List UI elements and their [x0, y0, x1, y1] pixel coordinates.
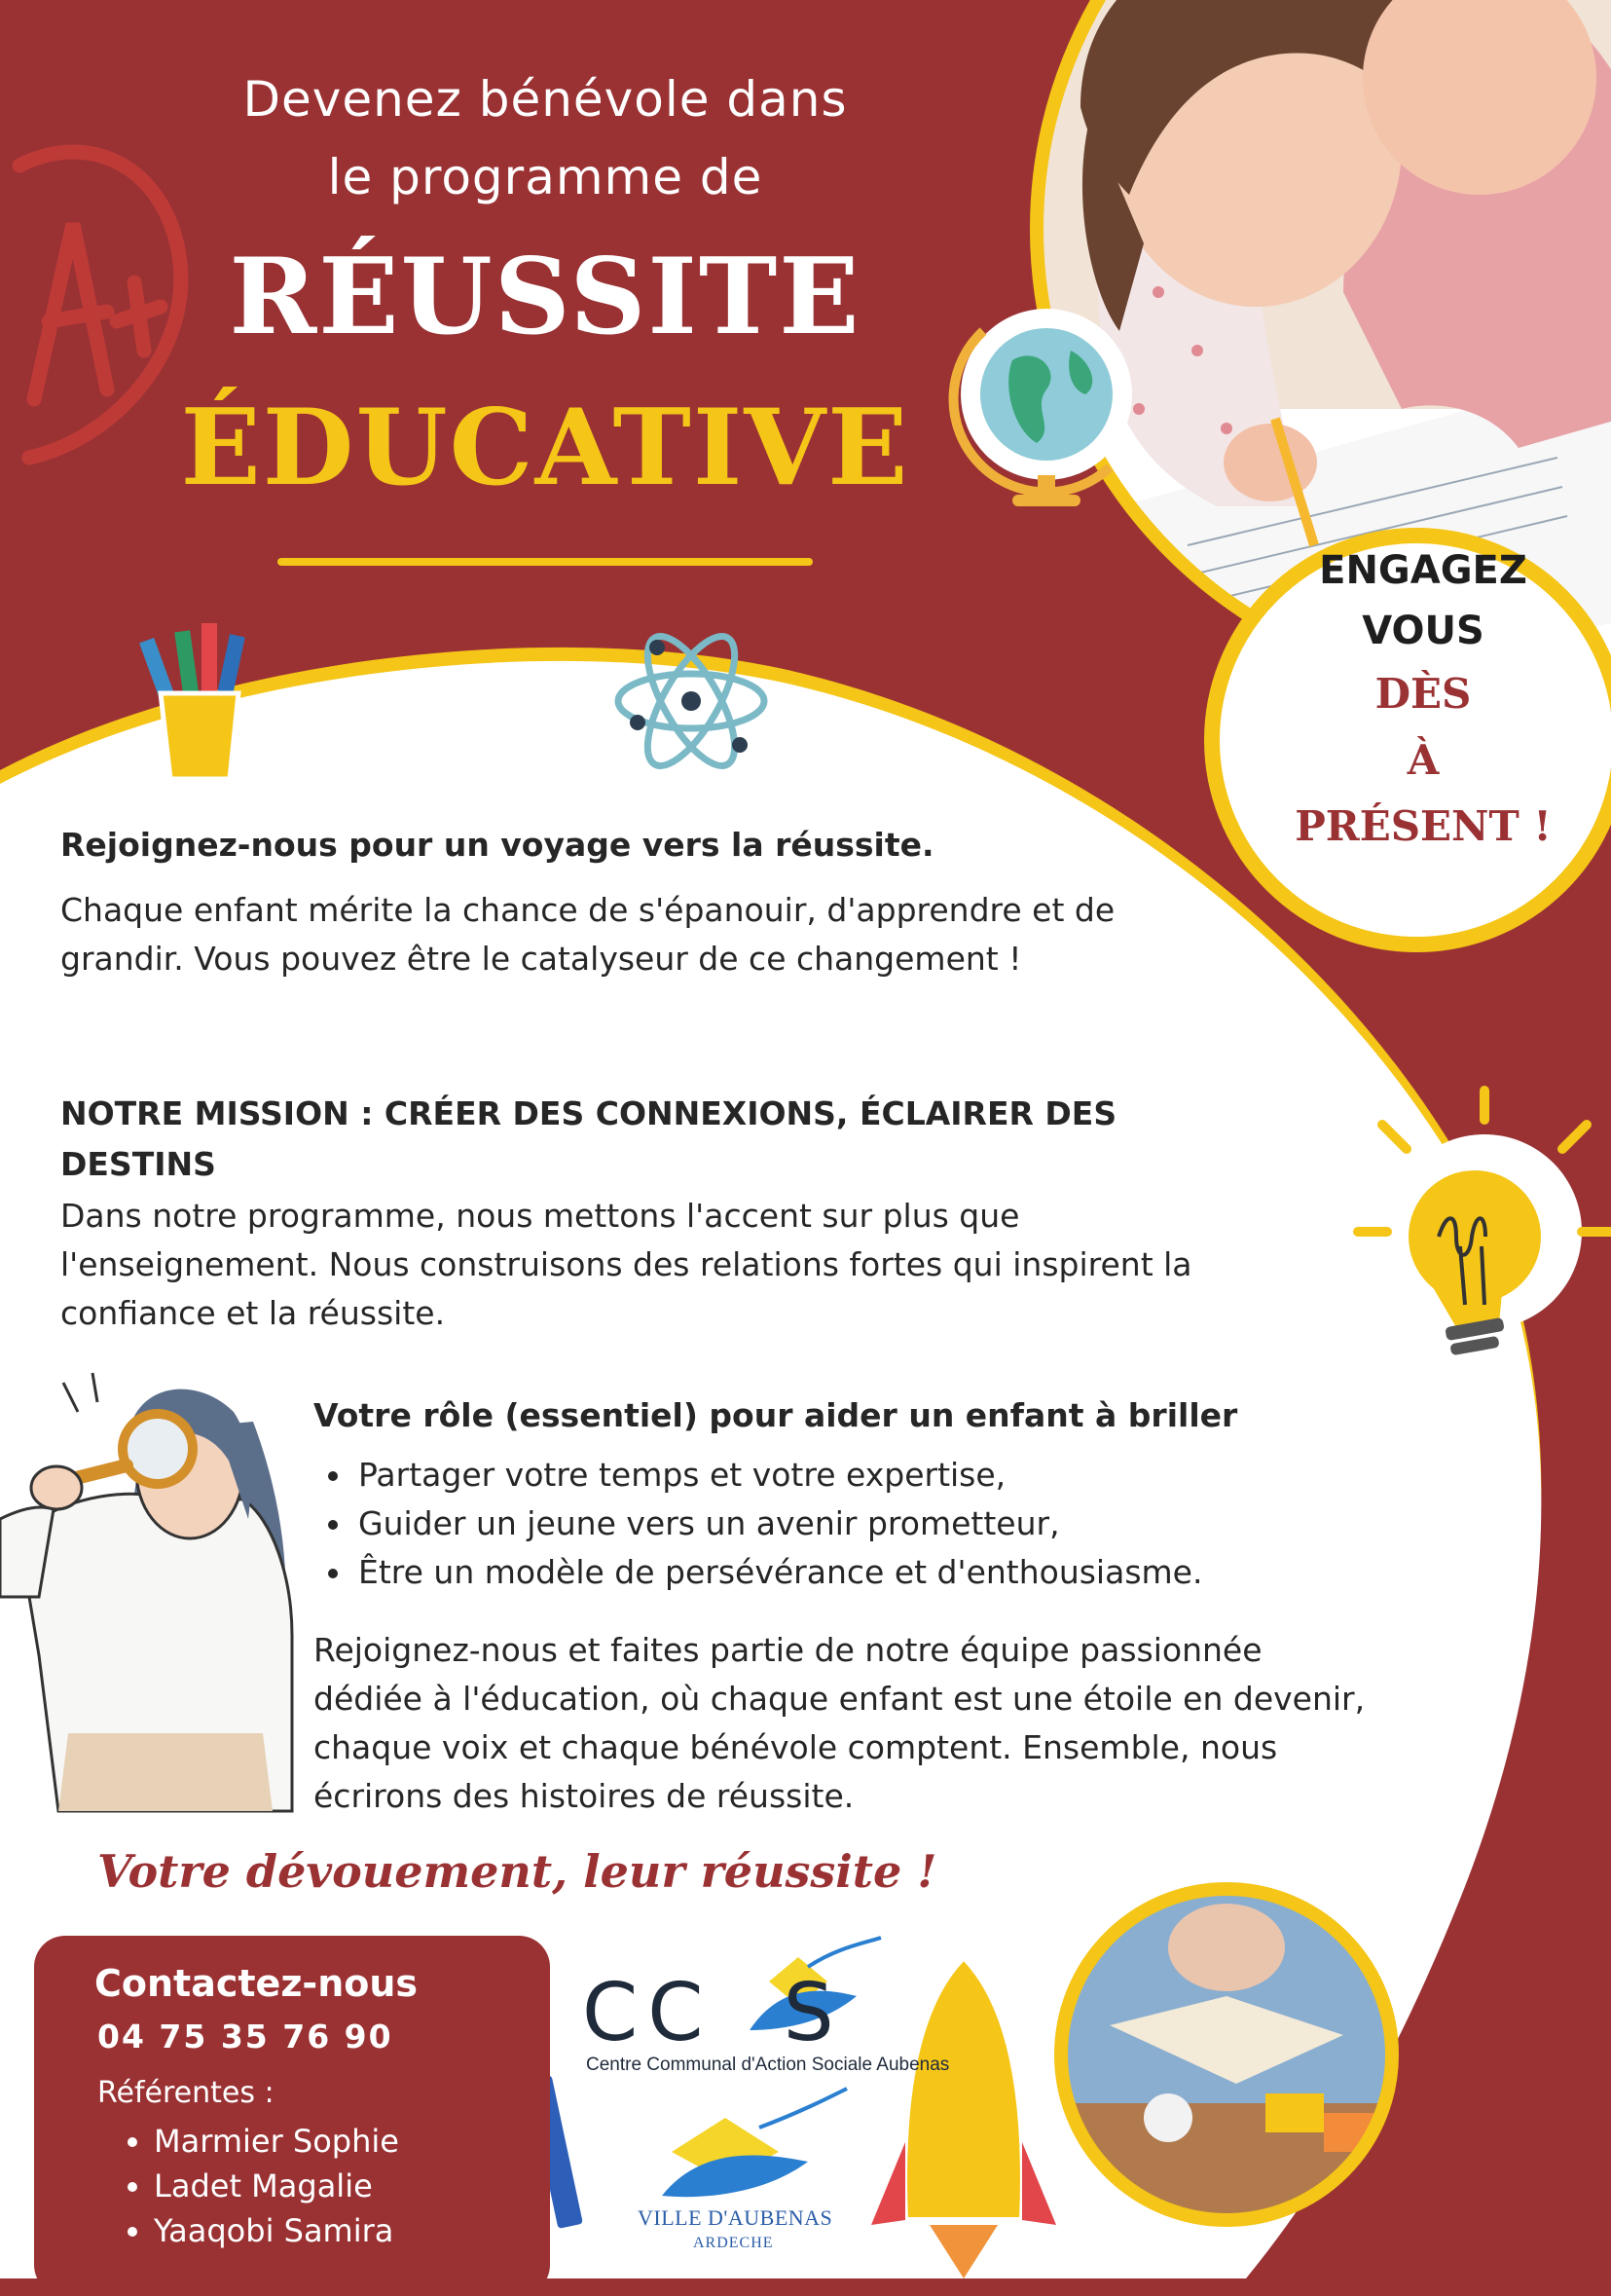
title-main: RÉUSSITE [229, 236, 861, 358]
contact-phone[interactable]: 04 75 35 76 90 [97, 2018, 393, 2055]
referent-item: • Marmier Sophie [154, 2119, 399, 2164]
header-intro-line2: le programme de [327, 149, 763, 205]
globe-icon [954, 309, 1132, 506]
role-section [313, 1390, 1384, 1821]
referent-item: • Ladet Magalie [154, 2164, 399, 2208]
a-plus-grade-icon [19, 152, 181, 458]
intro-text: Chaque enfant mérite la chance de s'épanouir, d'apprendre et de grandir. Vous pouvez être le catalyseur de ce changement ! [60, 891, 1116, 978]
badge-line5: PRÉSENT ! [1295, 802, 1552, 850]
header-intro [175, 60, 915, 216]
mission-heading: NOTRE MISSION : CRÉER DES CONNEXIONS, ÉCLAIRER DES DESTINS [60, 1094, 1117, 1183]
intro-heading: Rejoignez-nous pour un voyage vers la réussite. [60, 826, 934, 864]
badge-line3: DÈS [1374, 670, 1472, 718]
title-sub: ÉDUCATIVE [180, 387, 910, 509]
badge-line2: VOUS [1362, 609, 1484, 653]
role-item: • Guider un jeune vers un avenir prometteur, [354, 1500, 1384, 1548]
ville-logo-region: ARDECHE [693, 2235, 774, 2251]
mission-text: Dans notre programme, nous mettons l'accent sur plus que l'enseignement. Nous construisons des relations fortes qui inspirent la confiance et la réussite. [60, 1197, 1192, 1332]
role-item: • Être un modèle de persévérance et d'enthousiasme. [354, 1548, 1384, 1597]
contact-title: Contactez-nous [94, 1962, 419, 2005]
badge-line1: ENGAGEZ [1319, 548, 1527, 593]
ccas-logo-name: Centre Communal d'Action Sociale Aubenas [586, 2055, 950, 2075]
intro-section [60, 820, 1141, 983]
badge-line4: À [1407, 736, 1440, 784]
referents-label: Référentes : [97, 2076, 275, 2110]
role-closing: Rejoignez-nous et faites partie de notre équipe passionnée dédiée à l'éducation, où chaque enfant est une étoile en devenir, chaque voix et chaque bénévole comptent. Ensemble, nous écrirons des histoires de réussite. [313, 1631, 1366, 1815]
role-heading: Votre rôle (essentiel) pour aider un enfant à briller [313, 1396, 1238, 1434]
ville-logo-name: VILLE D'AUBENAS [638, 2205, 833, 2230]
referent-item: • Yaaqobi Samira [154, 2208, 399, 2253]
header-intro-line1: Devenez bénévole dans [242, 71, 848, 128]
referents-list [97, 2119, 399, 2253]
role-item: • Partager votre temps et votre expertise, [354, 1451, 1384, 1500]
mission-section [60, 1089, 1267, 1338]
ccas-logo-letters: CC S [582, 1967, 844, 2059]
cta-badge [1228, 540, 1611, 860]
slogan: Votre dévouement, leur réussite ! [97, 1845, 937, 1898]
role-list [313, 1451, 1384, 1597]
